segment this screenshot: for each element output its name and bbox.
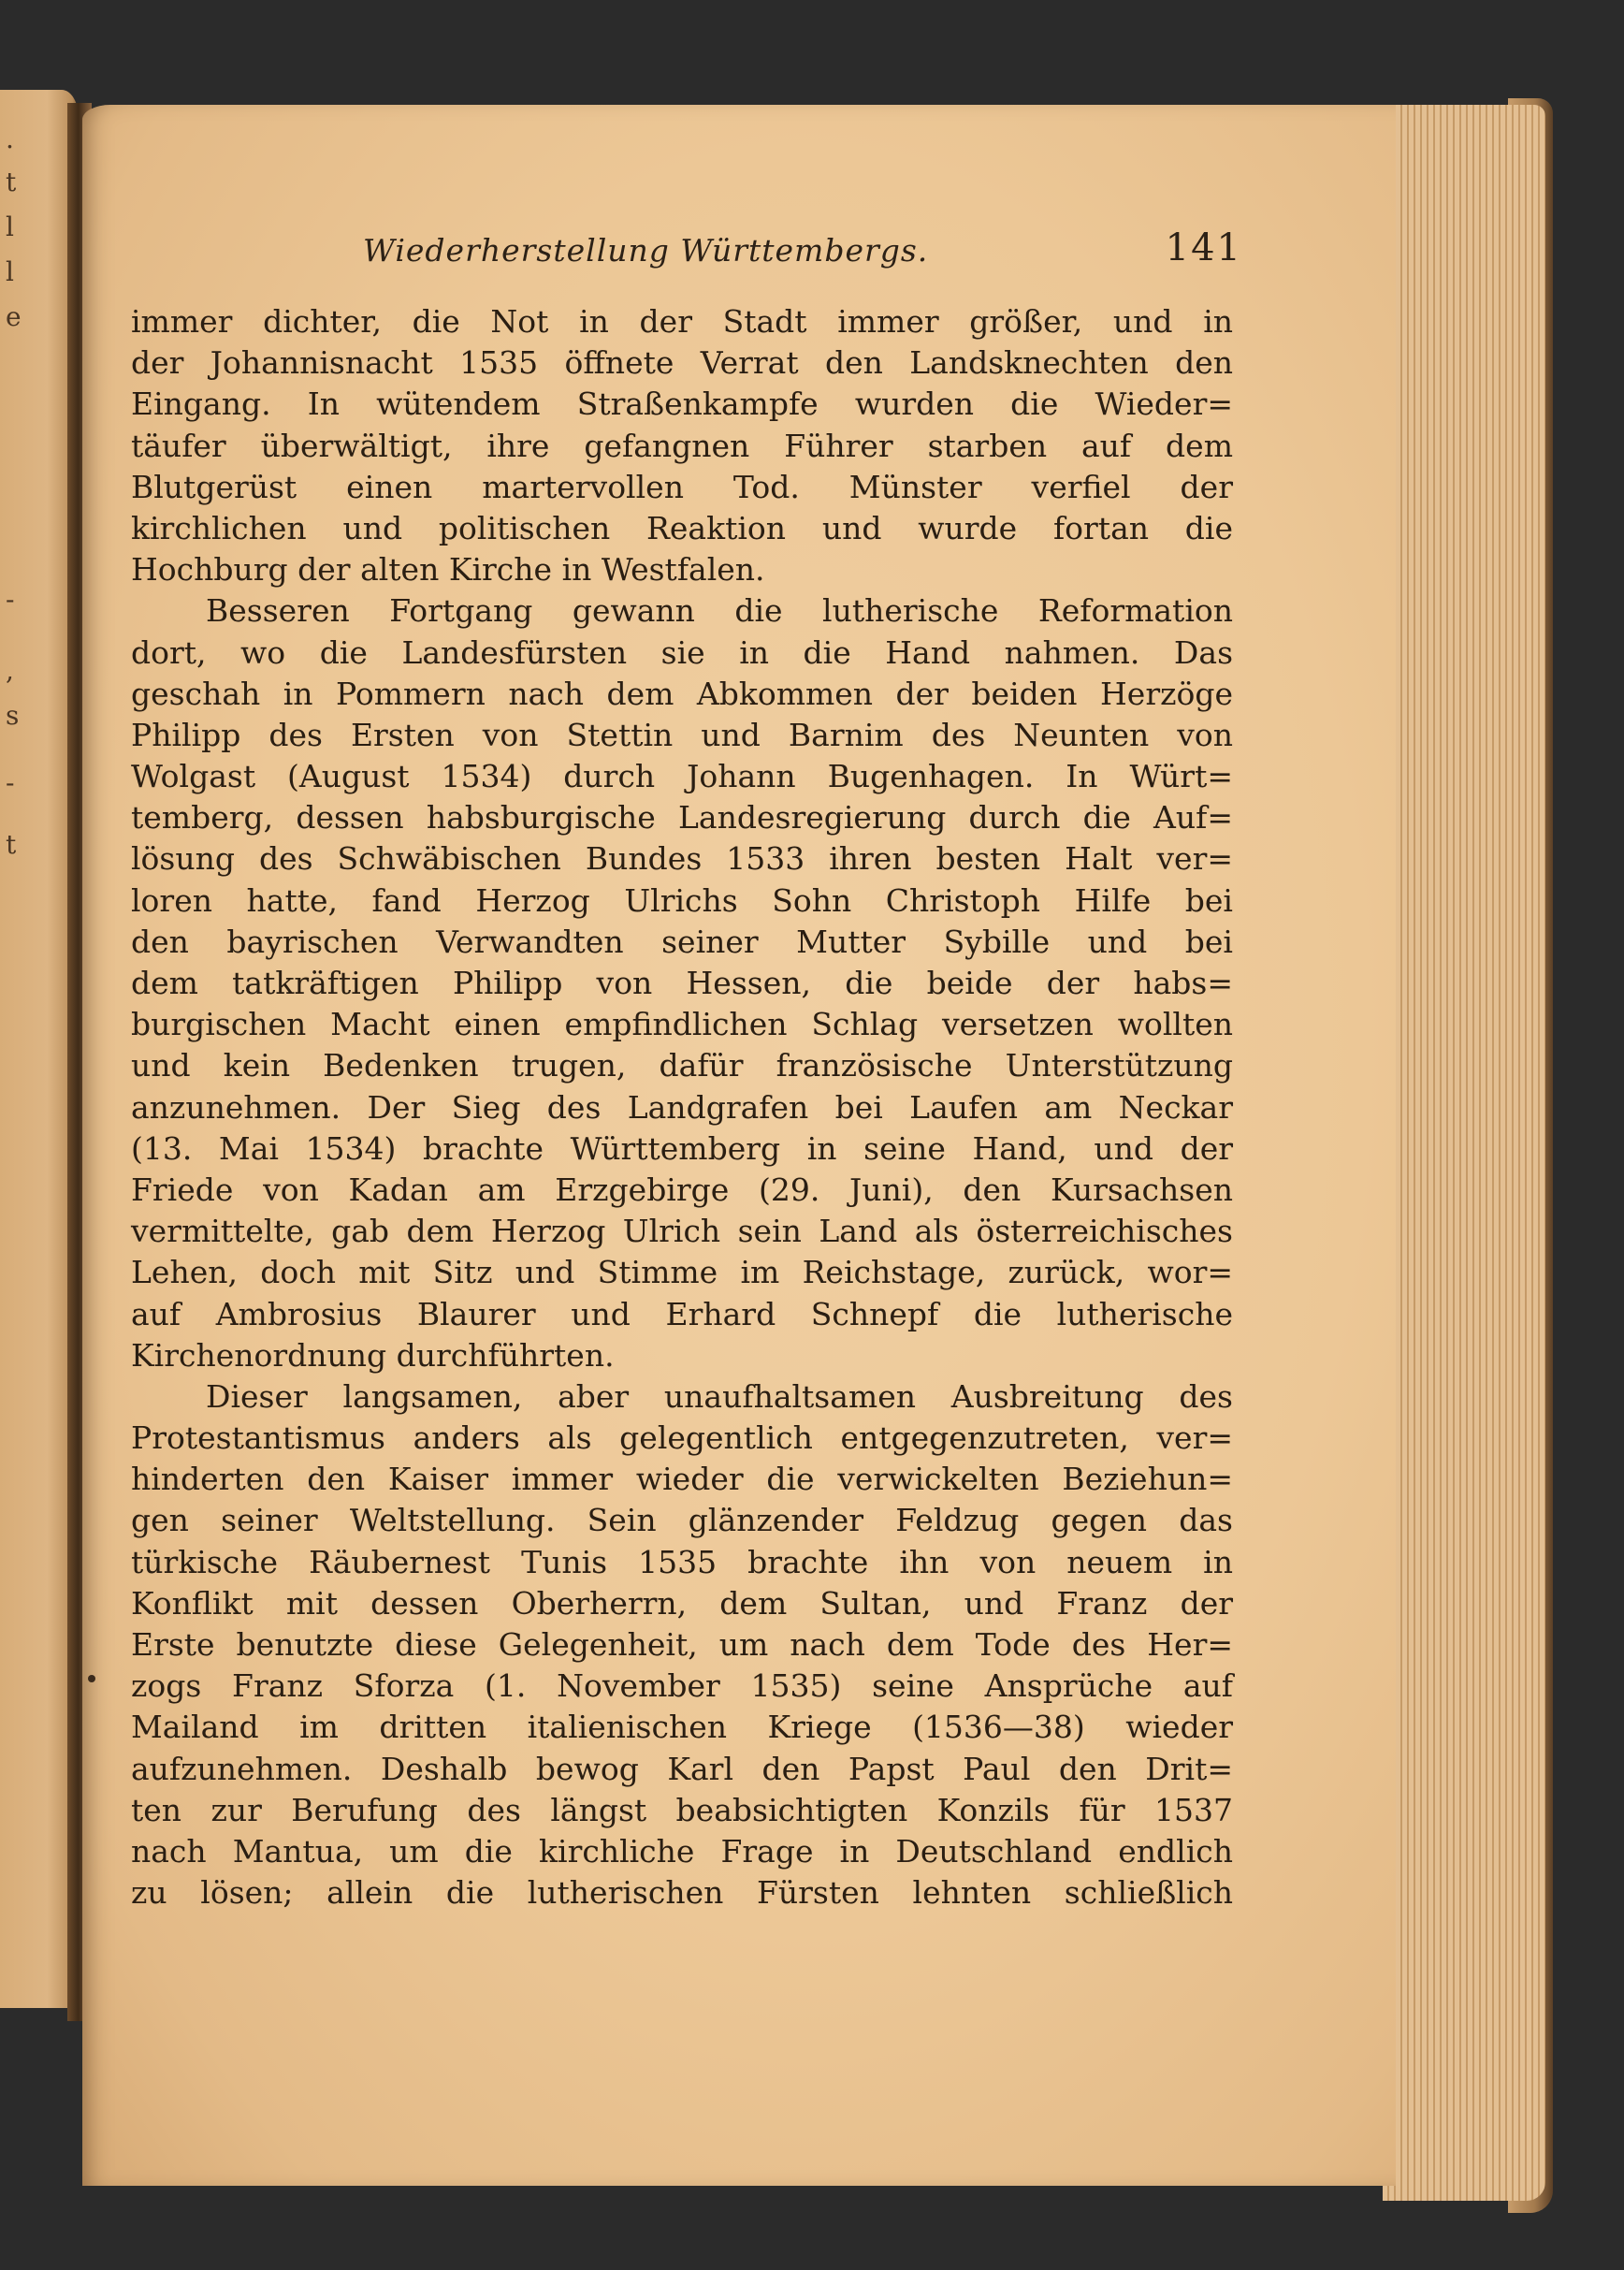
- text-line: zogs Franz Sforza (1. November 1535) seine Ansprüche auf: [131, 1667, 1233, 1705]
- text-line: ten zur Berufung des längst beabsichtigten Konzils für 1537: [131, 1791, 1233, 1828]
- running-head-title: Wiederherstellung Württembergs.: [363, 232, 929, 269]
- text-line: gen seiner Weltstellung. Sein glänzender Feldzug gegen das: [131, 1502, 1233, 1539]
- text-line: täufer überwältigt, ihre gefangnen Führer starben auf dem: [131, 427, 1233, 464]
- text-line: Mailand im dritten italienischen Kriege (1536—38) wieder: [131, 1709, 1233, 1746]
- text-line: Erste benutzte diese Gelegenheit, um nach dem Tode des Her=: [131, 1626, 1233, 1663]
- text-line: kirchlichen und politischen Reaktion und wurde fortan die: [131, 509, 1233, 546]
- text-line: Konflikt mit dessen Oberherrn, dem Sultan, und Franz der: [131, 1584, 1233, 1622]
- text-line: Friede von Kadan am Erzgebirge (29. Juni), den Kursachsen: [131, 1171, 1233, 1208]
- running-head: [363, 226, 1242, 283]
- ink-spot: [88, 1675, 95, 1682]
- left-page-glyph: -: [6, 584, 15, 615]
- text-line: türkische Räubernest Tunis 1535 brachte ihn von neuem in: [131, 1543, 1233, 1580]
- text-line: Wolgast (August 1534) durch Johann Bugenhagen. In Würt=: [131, 758, 1233, 795]
- text-line: (13. Mai 1534) brachte Württemberg in seine Hand, und der: [131, 1129, 1233, 1167]
- text-line: loren hatte, fand Herzog Ulrichs Sohn Christoph Hilfe bei: [131, 881, 1233, 919]
- book-page: [82, 105, 1396, 2186]
- text-line: dort, wo die Landesfürsten sie in die Hand nahmen. Das: [131, 633, 1233, 671]
- page-number: 141: [1165, 226, 1242, 269]
- text-line: der Johannisnacht 1535 öffnete Verrat den Landsknechten den: [131, 344, 1233, 382]
- left-page-glyph: s: [6, 700, 20, 731]
- text-line: Eingang. In wütendem Straßenkampfe wurden die Wieder=: [131, 386, 1233, 423]
- text-line: zu lösen; allein die lutherischen Fürsten lehnten schließlich: [131, 1874, 1233, 1912]
- text-line: Protestantismus anders als gelegentlich entgegenzutreten, ver=: [131, 1419, 1233, 1457]
- text-line: temberg, dessen habsburgische Landesregierung durch die Auf=: [131, 799, 1233, 837]
- text-line: dem tatkräftigen Philipp von Hessen, die beide der habs=: [131, 965, 1233, 1001]
- left-page-glyph: e: [6, 301, 22, 332]
- left-page-glyph: .: [6, 124, 14, 154]
- text-line: Blutgerüst einen martervollen Tod. Münster verfiel der: [131, 468, 1233, 505]
- text-line: aufzunehmen. Deshalb bewog Karl den Papst Paul den Drit=: [131, 1750, 1233, 1787]
- text-line: hinderten den Kaiser immer wieder die verwickelten Beziehun=: [131, 1461, 1233, 1498]
- text-line: Kirchenordnung durchführten.: [131, 1336, 615, 1374]
- text-line: geschah in Pommern nach dem Abkommen der beiden Herzöge: [131, 675, 1233, 712]
- page-stack-edge: [1383, 105, 1545, 2201]
- left-page-glyph: -: [6, 767, 15, 798]
- text-line: lösung des Schwäbischen Bundes 1533 ihren besten Halt ver=: [131, 840, 1233, 878]
- text-line: Dieser langsamen, aber unaufhaltsamen Ausbreitung des: [206, 1377, 1233, 1415]
- text-line: Lehen, doch mit Sitz und Stimme im Reichstage, zurück, wor=: [131, 1254, 1233, 1291]
- text-line: Hochburg der alten Kirche in Westfalen.: [131, 551, 765, 589]
- text-line: anzunehmen. Der Sieg des Landgrafen bei Laufen am Neckar: [131, 1088, 1233, 1126]
- text-line: auf Ambrosius Blaurer und Erhard Schnepf die lutherische: [131, 1295, 1233, 1332]
- text-line: Besseren Fortgang gewann die lutherische Reformation: [206, 592, 1233, 630]
- left-page-glyph: l: [6, 211, 14, 242]
- left-page-glyph: ,: [6, 655, 14, 686]
- left-page-glyph: t: [6, 167, 17, 197]
- text-line: immer dichter, die Not in der Stadt immer größer, und in: [131, 303, 1233, 340]
- left-page-glyph: t: [6, 829, 17, 860]
- text-line: burgischen Macht einen empfindlichen Schlag versetzen wollten: [131, 1006, 1233, 1043]
- text-line: Philipp des Ersten von Stettin und Barnim des Neunten von: [131, 716, 1233, 753]
- left-page-glyph: l: [6, 256, 14, 287]
- text-line: den bayrischen Verwandten seiner Mutter Sybille und bei: [131, 923, 1233, 960]
- text-line: und kein Bedenken trugen, dafür französische Unterstützung: [131, 1047, 1233, 1084]
- text-line: nach Mantua, um die kirchliche Frage in Deutschland endlich: [131, 1832, 1233, 1870]
- text-line: vermittelte, gab dem Herzog Ulrich sein Land als österreichisches: [131, 1213, 1233, 1250]
- body-text: [131, 301, 1233, 1913]
